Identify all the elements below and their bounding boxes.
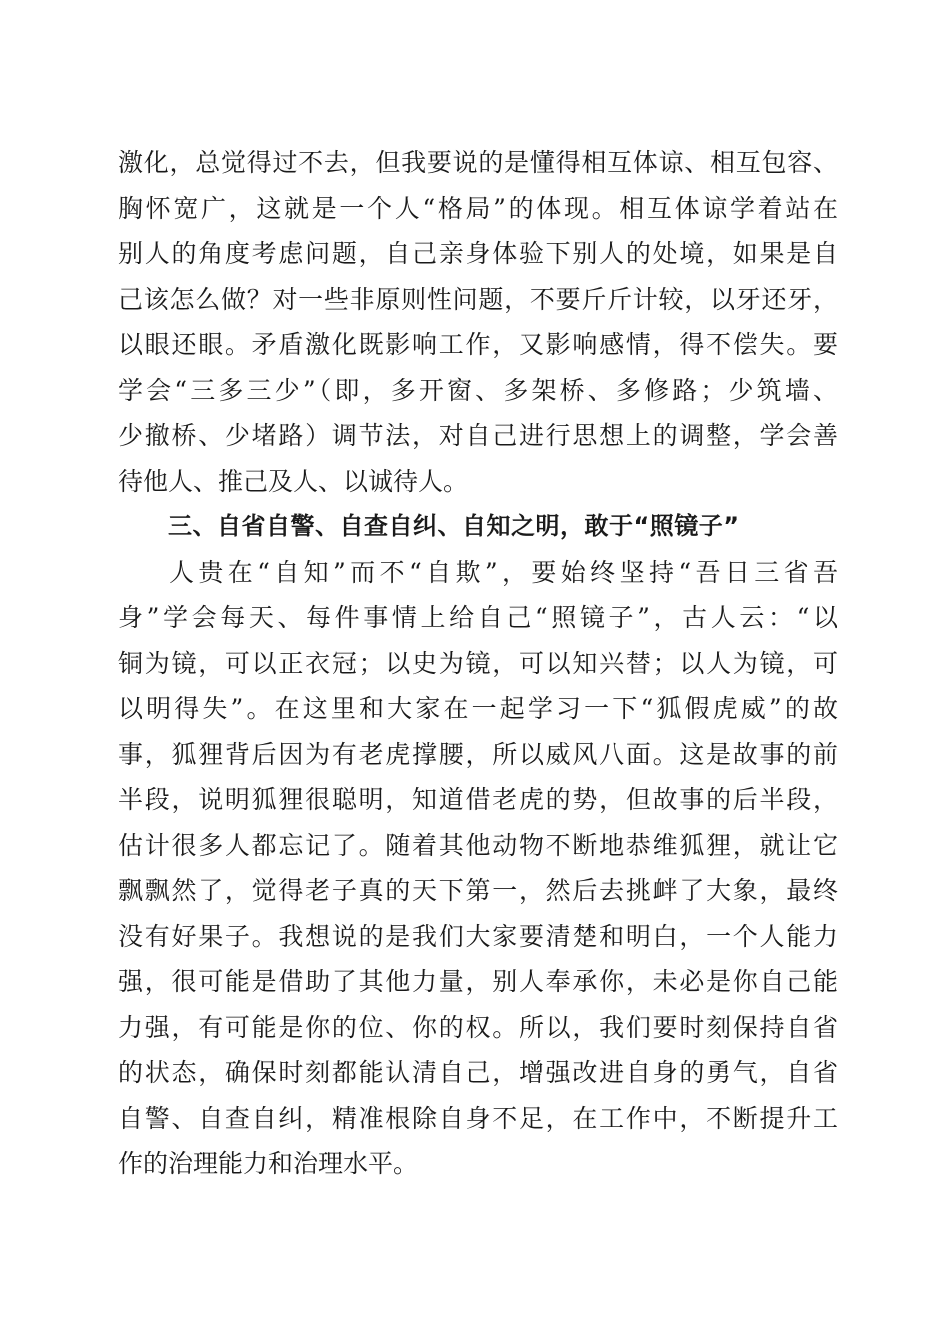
text-line: 自警、自查自纠，精准根除自身不足，在工作中，不断提升工 xyxy=(118,1103,838,1133)
text-line: 以明得失”。在这里和大家在一起学习一下“狐假虎威”的故 xyxy=(118,694,838,723)
text-line: 估计很多人都忘记了。随着其他动物不断地恭维狐狸，就让它 xyxy=(118,830,838,860)
text-line: 飘飘然了，觉得老子真的天下第一，然后去挑衅了大象，最终 xyxy=(118,876,838,905)
text-line: 力强，有可能是你的位、你的权。所以，我们要时刻保持自省 xyxy=(118,1012,838,1042)
text-line: 作的治理能力和治理水平。 xyxy=(118,1149,419,1178)
text-line: 的状态，确保时刻都能认清自己，增强改进自身的勇气，自省 xyxy=(118,1058,838,1087)
text-line: 待他人、推己及人、以诚待人。 xyxy=(118,466,469,496)
text-line: 激化，总觉得过不去，但我要说的是懂得相互体谅、相互包容、 xyxy=(118,148,838,177)
text-line: 半段，说明狐狸很聪明，知道借老虎的势，但故事的后半段， xyxy=(118,785,838,814)
text-line: 少撤桥、少堵路）调节法，对自己进行思想上的调整，学会善 xyxy=(118,421,838,450)
text-line: 己该怎么做？对一些非原则性问题，不要斤斤计较，以牙还牙， xyxy=(118,284,838,314)
text-line: 以眼还眼。矛盾激化既影响工作，又影响感情，得不偿失。要 xyxy=(118,330,838,359)
text-line: 强，很可能是借助了其他力量，别人奉承你，未必是你自己能 xyxy=(118,967,838,996)
text-line: 别人的角度考虑问题，自己亲身体验下别人的处境，如果是自 xyxy=(118,239,838,268)
paragraph-1 xyxy=(118,140,838,504)
text-line: 身”学会每天、每件事情上给自己“照镜子”，古人云：“以 xyxy=(118,603,838,632)
text-line: 胸怀宽广，这就是一个人“格局”的体现。相互体谅学着站在 xyxy=(118,193,838,223)
text-line: 人贵在“自知”而不“自欺”，要始终坚持“吾日三省吾 xyxy=(169,557,838,587)
section-heading: 三、自省自警、自查自纠、自知之明，敢于“照镜子” xyxy=(168,512,740,540)
document-body xyxy=(118,140,838,1187)
text-line: 学会“三多三少”（即，多开窗、多架桥、多修路；少筑墙、 xyxy=(118,375,838,405)
paragraph-2 xyxy=(118,550,838,1187)
text-line: 铜为镜，可以正衣冠；以史为镜，可以知兴替；以人为镜，可 xyxy=(118,648,838,678)
text-line: 没有好果子。我想说的是我们大家要清楚和明白，一个人能力 xyxy=(118,921,838,951)
text-line: 事，狐狸背后因为有老虎撑腰，所以威风八面。这是故事的前 xyxy=(118,739,838,769)
